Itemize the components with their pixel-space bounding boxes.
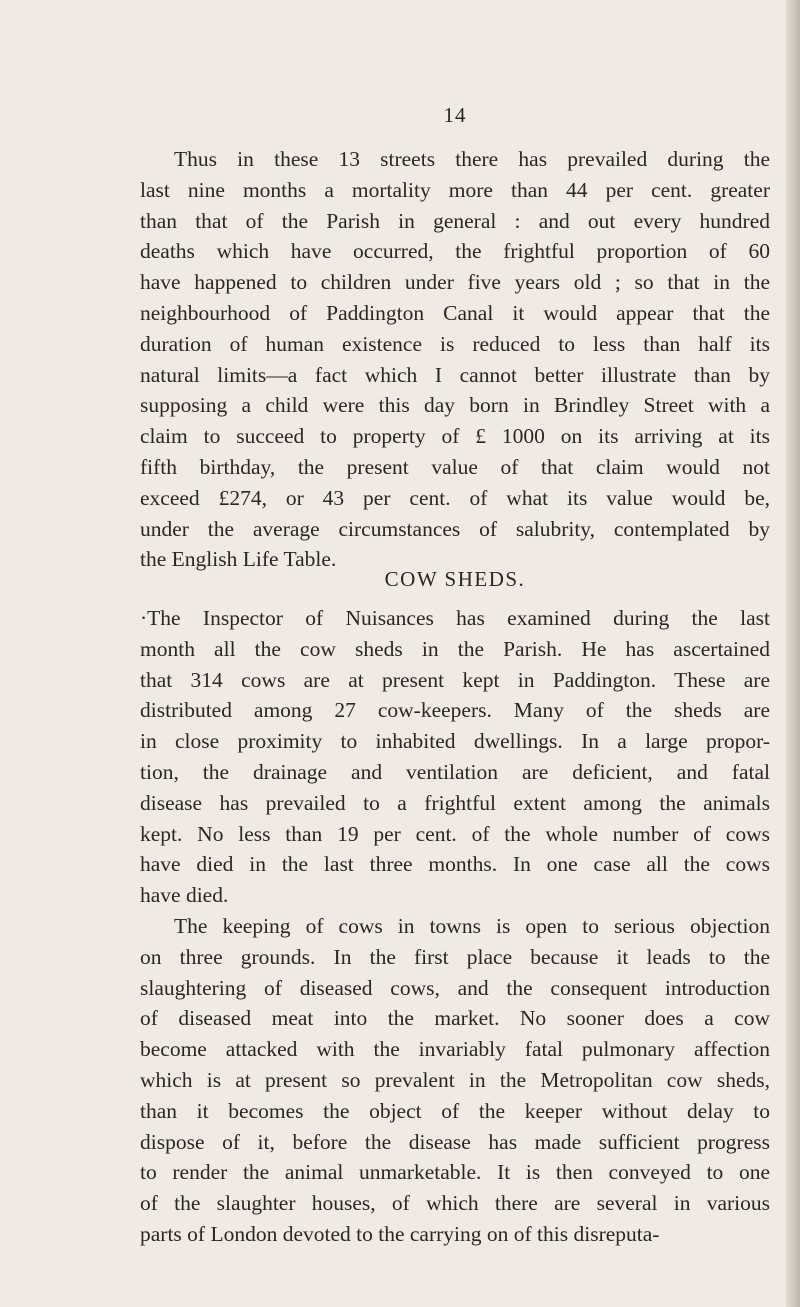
text-line: exceed £274, or 43 per cent. of what its value would be, <box>140 485 770 510</box>
text-line: fifth birthday, the present value of that claim would not <box>140 454 770 479</box>
text-line: Thus in these 13 streets there has prevailed during the <box>174 147 770 171</box>
text-line: have happened to children under five years old ; so that in the <box>140 270 770 295</box>
text-line: in close proximity to inhabited dwellings. In a large propor- <box>140 729 770 754</box>
text-line: dispose of it, before the disease has made sufficient progress <box>140 1129 770 1154</box>
text-line: than it becomes the object of the keeper without delay to <box>140 1098 770 1123</box>
text-line: have died. <box>140 883 229 908</box>
text-line: than that of the Parish in general : and out every hundred <box>140 208 770 233</box>
text-line: duration of human existence is reduced to less than half its <box>140 331 770 356</box>
text-line: tion, the drainage and ventilation are deficient, and fatal <box>140 759 770 784</box>
paragraph-mortality <box>140 144 770 575</box>
text-line: ·The Inspector of Nuisances has examined during the last <box>140 606 770 630</box>
text-line: disease has prevailed to a frightful extent among the animals <box>140 790 770 815</box>
text-line: parts of London devoted to the carrying on of this disreputa- <box>140 1221 660 1246</box>
text-line: distributed among 27 cow-keepers. Many of the sheds are <box>140 698 770 723</box>
text-line: to render the animal unmarketable. It is then conveyed to one <box>140 1160 770 1185</box>
text-line: supposing a child were this day born in Brindley Street with a <box>140 393 770 418</box>
paragraph-cow-sheds <box>140 603 770 911</box>
text-line: of the slaughter houses, of which there are several in various <box>140 1191 770 1216</box>
text-line: deaths which have occurred, the frightful proportion of 60 <box>140 239 770 264</box>
text-line: month all the cow sheds in the Parish. He has ascertained <box>140 636 770 661</box>
text-line: the English Life Table. <box>140 547 337 572</box>
text-line: have died in the last three months. In one case all the cows <box>140 852 770 877</box>
text-line: which is at present so prevalent in the Metropolitan cow sheds, <box>140 1067 770 1092</box>
text-line: under the average circumstances of salubrity, contemplated by <box>140 516 770 541</box>
page-number: 14 <box>443 103 467 127</box>
text-line: that 314 cows are at present kept in Paddington. These are <box>140 667 770 692</box>
text-line: The keeping of cows in towns is open to serious objection <box>174 914 770 938</box>
text-line: neighbourhood of Paddington Canal it would appear that the <box>140 300 770 325</box>
document-page <box>140 0 770 1307</box>
text-line: last nine months a mortality more than 44 per cent. greater <box>140 177 770 202</box>
text-line: claim to succeed to property of £ 1000 on its arriving at its <box>140 424 770 449</box>
text-line: natural limits—a fact which I cannot better illustrate than by <box>140 362 770 387</box>
text-line: of diseased meat into the market. No sooner does a cow <box>140 1006 770 1031</box>
page-edge-shadow <box>786 0 800 1307</box>
text-line: kept. No less than 19 per cent. of the whole number of cows <box>140 821 770 846</box>
section-heading: COW SHEDS. <box>384 567 526 591</box>
text-line: on three grounds. In the first place because it leads to the <box>140 944 770 969</box>
paragraph-keeping-cows <box>140 911 770 1250</box>
text-line: become attacked with the invariably fatal pulmonary affection <box>140 1037 770 1062</box>
text-line: slaughtering of diseased cows, and the consequent introduction <box>140 975 770 1000</box>
